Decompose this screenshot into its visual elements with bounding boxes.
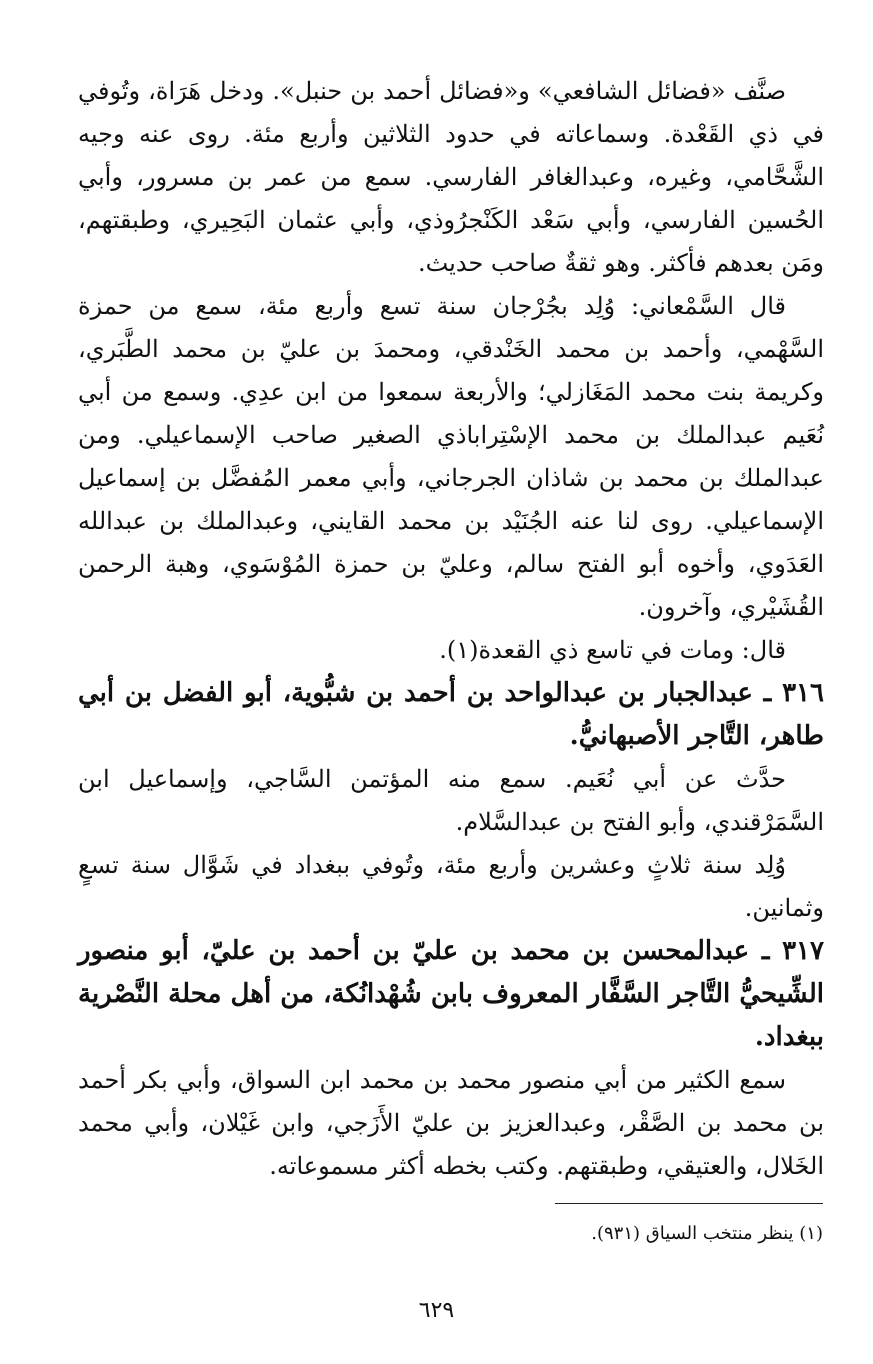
entry-317-paragraph-1: سمع الكثير من أبي منصور محمد بن محمد ابن السواق، وأبي بكر أحمد بن محمد بن الصَّقْر، وعبدالعزيز بن عليّ الأَزَجي، وابن غَيْلان، وأبي محمد الخَلال، والعتيقي، وطبقتهم. وكتب بخطه أكثر مسموعاته. — [78, 1066, 824, 1180]
entry-heading-316: ٣١٦ ـ عبدالجبار بن عبدالواحد بن أحمد بن شبُّوية، أبو الفضل بن أبي طاهر، التَّاجر الأصبهانيُّ. — [78, 678, 824, 751]
paragraph-continuation: صنَّف «فضائل الشافعي» و«فضائل أحمد بن حنبل». ودخل هَرَاة، وتُوفي في ذي القَعْدة. وسماعاته في حدود الثلاثين وأربع مئة. روى عنه وجيه الشَّحَّامي، وغيره، وعبدالغافر الفارسي. سمع من عمر بن مسرور، وأبي الحُسين الفارسي، وأبي سَعْد الكَنْجرُوذي، وأبي عثمان البَحِيري، وطبقتهم، ومَن بعدهم فأكثر. وهو ثقةٌ صاحب حديث. — [78, 77, 824, 277]
paragraph-samani-quote: قال السَّمْعاني: وُلِد بجُرْجان سنة تسع وأربع مئة، سمع من حمزة السَّهْمي، وأحمد بن محمد الخَنْدقي، ومحمدَ بن عليّ بن محمد الطَّبَري، وكريمة بنت محمد المَغَازلي؛ والأربعة سمعوا من ابن عدِي. وسمع من أبي نُعَيم عبدالملك بن محمد الإسْتِراباذي الصغير صاحب الإسماعيلي. ومن عبدالملك بن محمد بن شاذان الجرجاني، وأبي معمر المُفضَّل بن إسماعيل الإسماعيلي. روى لنا عنه الجُنَيْد بن محمد القايني، وعبدالملك بن عبدالله العَدَوي، وأخوه أبو الفتح سالم، وعليّ بن حمزة المُوْسَوي، وهبة الرحمن القُشَيْري، وآخرون. — [78, 292, 825, 621]
paragraph-death-date: قال: ومات في تاسع ذي القعدة(١). — [439, 636, 786, 664]
entry-316-paragraph-2: وُلِد سنة ثلاثٍ وعشرين وأربع مئة، وتُوفي ببغداد في شَوَّال سنة تسعٍ وثمانين. — [78, 851, 824, 922]
footnote: (١) ينظر منتخب السياق (٩٣١). — [591, 1223, 823, 1244]
entry-heading-317: ٣١٧ ـ عبدالمحسن بن محمد بن عليّ بن أحمد بن عليّ، أبو منصور الشِّيحيُّ التَّاجر السَّفَّار المعروف بابن شُهْدانُكة، من أهل محلة النَّصْرية ببغداد. — [78, 936, 824, 1052]
entry-316-paragraph-1: حدَّث عن أبي نُعَيم. سمع منه المؤتمن السَّاجي، وإسماعيل ابن السَّمَرْقندي، وأبو الفتح بن عبدالسَّلام. — [78, 765, 824, 836]
page-number: ٦٢٩ — [418, 1298, 455, 1323]
page-body — [78, 70, 824, 1188]
footnote-divider — [555, 1203, 823, 1204]
